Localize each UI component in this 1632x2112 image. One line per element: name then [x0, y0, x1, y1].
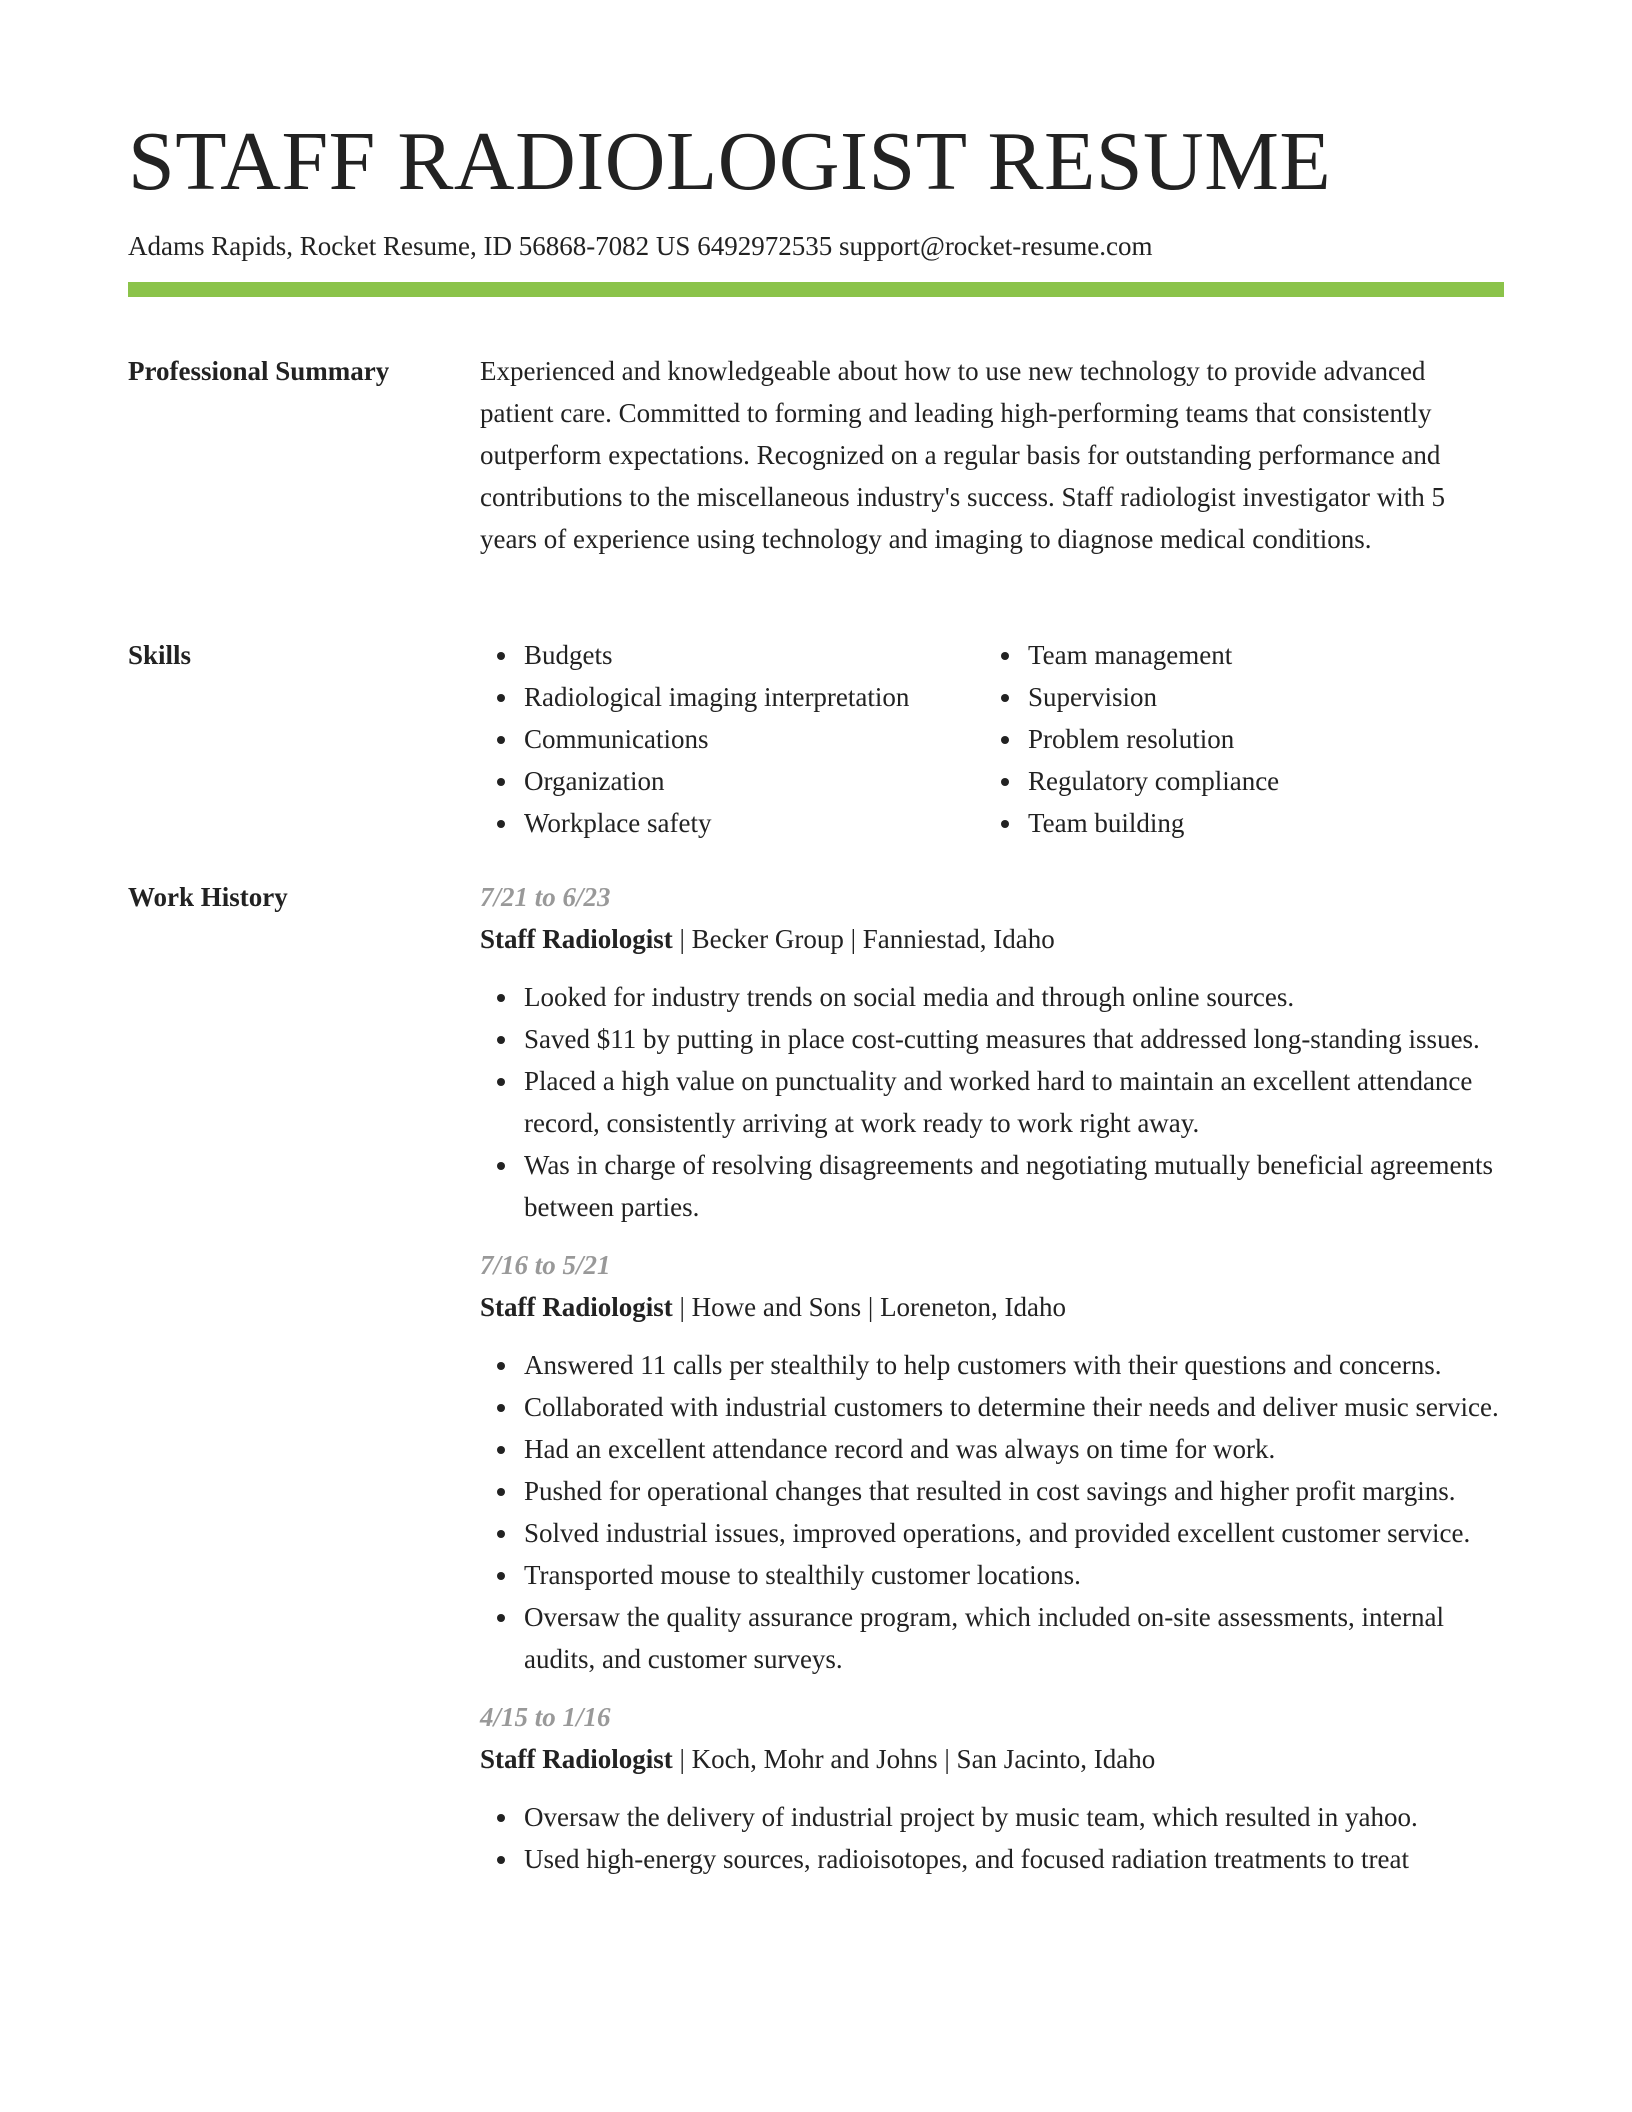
job-bullet: Answered 11 calls per stealthily to help customers with their questions and concerns. [524, 1344, 1504, 1386]
job-bullet: Saved $11 by putting in place cost-cutting measures that addressed long-standing issues. [524, 1018, 1504, 1060]
skill-item: Supervision [1028, 676, 1488, 718]
job-heading [480, 1738, 1504, 1780]
skill-item: Problem resolution [1028, 718, 1488, 760]
job-bullet: Oversaw the delivery of industrial project by music team, which resulted in yahoo. [524, 1796, 1504, 1838]
accent-divider [128, 282, 1504, 297]
job-bullet: Was in charge of resolving disagreements and negotiating mutually beneficial agreements between parties. [524, 1144, 1504, 1228]
job-details: | Koch, Mohr and Johns | San Jacinto, Idaho [672, 1744, 1156, 1774]
skill-item: Workplace safety [524, 802, 984, 844]
job-bullets [480, 1796, 1504, 1880]
summary-content [480, 350, 1504, 560]
skill-item: Budgets [524, 634, 984, 676]
job-entry [480, 1244, 1504, 1680]
resume-header [128, 115, 1504, 297]
skill-item: Communications [524, 718, 984, 760]
job-bullets [480, 1344, 1504, 1680]
skills-column-2 [984, 634, 1488, 844]
job-bullet: Solved industrial issues, improved operations, and provided excellent customer service. [524, 1512, 1504, 1554]
job-details: | Howe and Sons | Loreneton, Idaho [672, 1292, 1066, 1322]
job-details: | Becker Group | Fanniestad, Idaho [672, 924, 1055, 954]
job-dates: 7/21 to 6/23 [480, 882, 611, 912]
skill-item: Regulatory compliance [1028, 760, 1488, 802]
job-bullet: Had an excellent attendance record and was always on time for work. [524, 1428, 1504, 1470]
job-bullet: Used high-energy sources, radioisotopes, and focused radiation treatments to treat [524, 1838, 1504, 1880]
job-bullet: Collaborated with industrial customers to determine their needs and deliver music service. [524, 1386, 1504, 1428]
job-bullets [480, 976, 1504, 1228]
job-entry [480, 876, 1504, 1228]
skill-item: Team building [1028, 802, 1488, 844]
job-heading [480, 918, 1504, 960]
job-entry [480, 1696, 1504, 1880]
section-label-summary: Professional Summary [128, 356, 390, 386]
job-dates: 4/15 to 1/16 [480, 1702, 611, 1732]
summary-text: Experienced and knowledgeable about how to use new technology to provide advanced patient care. Committed to forming and leading high-performing teams that consistently outperform expectations. Recognized on a regular basis for outstanding performance and contributions to the miscellaneous industry's success. Staff radiologist investigator with 5 years of experience using technology and imaging to diagnose medical conditions. [480, 356, 1445, 554]
skill-item: Radiological imaging interpretation [524, 676, 984, 718]
job-bullet: Transported mouse to stealthily customer locations. [524, 1554, 1504, 1596]
job-bullet: Oversaw the quality assurance program, which included on-site assessments, internal audits, and customer surveys. [524, 1596, 1504, 1680]
skill-item: Organization [524, 760, 984, 802]
section-label-skills: Skills [128, 640, 192, 670]
work-history-content [480, 876, 1504, 1896]
job-role: Staff Radiologist [480, 1292, 673, 1322]
job-heading [480, 1286, 1504, 1328]
job-bullet: Looked for industry trends on social media and through online sources. [524, 976, 1504, 1018]
job-role: Staff Radiologist [480, 924, 673, 954]
skills-content [480, 634, 1504, 844]
job-dates: 7/16 to 5/21 [480, 1250, 611, 1280]
job-bullet: Placed a high value on punctuality and worked hard to maintain an excellent attendance record, consistently arriving at work ready to work right away. [524, 1060, 1504, 1144]
skills-column-1 [480, 634, 984, 844]
job-role: Staff Radiologist [480, 1744, 673, 1774]
job-bullet: Pushed for operational changes that resulted in cost savings and higher profit margins. [524, 1470, 1504, 1512]
section-label-work-history: Work History [128, 882, 288, 912]
resume-title: STAFF RADIOLOGIST RESUME [128, 115, 1332, 208]
contact-line: Adams Rapids, Rocket Resume, ID 56868-7082 US 6492972535 support@rocket-resume.com [128, 231, 1153, 261]
skill-item: Team management [1028, 634, 1488, 676]
skills-columns [480, 634, 1504, 844]
